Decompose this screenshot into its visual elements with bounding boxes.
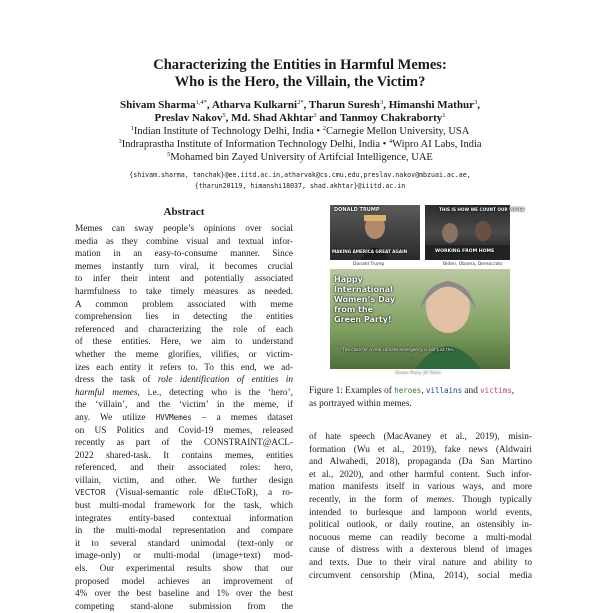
hero-label: heroes [394, 386, 422, 395]
abstract-line: 2022 shared-task. It contains memes, entities [75, 450, 293, 461]
abstract-line: harmfulness to take timely measures as needed. [75, 286, 293, 297]
abstract-line: on US Politics and Covid-19 memes, released [75, 425, 293, 436]
meme-quote: “The case for a real climate emergency is not just the...” [340, 347, 460, 352]
victim-label: victims [480, 386, 512, 395]
abstract-heading: Abstract [163, 206, 205, 218]
meme-label: Green Party Jill Stein [395, 371, 442, 376]
author-name: Himanshi Mathur [388, 99, 474, 111]
meme-bottom-caption: MAKING AMERICA GREAT AGAIN [332, 249, 408, 254]
text-run: , i.e., detecting who is the ‘hero’, [137, 387, 293, 398]
bullet: • [382, 139, 387, 150]
email-line1: {shivam.sharma, tanchak}@ee.iitd.ac.in,atharvak@cs.cmu.edu,preslav.nakov@mbzuai.ac.ae, [129, 171, 471, 179]
intro-body [309, 431, 532, 582]
abstract-line: comprehension lies in detecting the entities [75, 312, 293, 323]
abstract-line: the ‘villain’, and the ‘victim’ in the meme, if [75, 400, 293, 411]
dataset-name: HVVMemes [155, 412, 192, 422]
author-affil-sup: 3 [379, 99, 384, 106]
body-line [309, 494, 532, 507]
abstract-line: referenced and characterizing the role of each [75, 324, 293, 335]
affiliation-line3 [0, 151, 600, 164]
abstract-line: memes instantly turn viral, it becomes crucial [75, 261, 293, 272]
text-run: and [462, 386, 481, 396]
author-affil-sup: 1,4* [195, 99, 207, 106]
meme-top-caption: THIS IS HOW WE COUNT OUR VOTES [439, 207, 525, 212]
abstract-body [75, 223, 293, 613]
emphasis: memes [426, 494, 452, 505]
author-affil-sup: 5 [222, 112, 226, 119]
affiliation: Wipro AI Labs, India [392, 139, 482, 150]
abstract-line [75, 374, 293, 387]
abstract-line: in the multi-modal representation and compare [75, 526, 293, 537]
figure-1 [325, 205, 525, 377]
author-name: Tanmoy Chakraborty [339, 112, 443, 124]
meme-bottom-caption: WORKING FROM HOME [435, 249, 495, 254]
caption-line1 [309, 385, 532, 398]
author-list-line1: Shivam Sharma$^{1,4*}$, Atharva Kulkarni$^{2*}$, Tharun Suresh$^3$, Himanshi Mathur$^3$, [120, 99, 480, 111]
author-name: Tharun Suresh [308, 99, 380, 111]
text-run: . Though typically [451, 494, 532, 505]
abstract-line [75, 487, 293, 500]
body-line: cause of distress with a dexterous blend of images [309, 545, 532, 556]
abstract-line: it to several standard unimodal (text-only or [75, 538, 293, 549]
abstract-line: izes each entity it refers to. To this end, we ad- [75, 362, 293, 373]
figure-caption [309, 385, 532, 410]
text-run: dress the task of [75, 375, 158, 386]
abstract-line: integrates entity-based contextual information [75, 513, 293, 524]
meme-image-democrats [425, 205, 525, 260]
meme-headline-line: Green Party! [334, 315, 392, 324]
body-line: intended to burlesque and lampoon world events, [309, 507, 532, 518]
affil-sup: 2 [322, 125, 326, 132]
abstract-line: of these entities. Here, we aim to understand [75, 337, 293, 348]
bullet: • [316, 126, 321, 137]
body-line: and texts. Due to their viral nature and ability to [309, 557, 532, 568]
affil-sup: 5 [167, 151, 171, 158]
abstract-line: recently as part of the CONSTRAINT@ACL- [75, 438, 293, 449]
author-affil-sup: 2* [297, 99, 304, 106]
author-name: Preslav Nakov [154, 112, 223, 124]
author-name: Shivam Sharma [120, 99, 196, 111]
author-list-line2: Preslav Nakov$^5$, Md. Shad Akhtar$^3$ and Tanmoy Chakraborty$^1$ [154, 112, 446, 124]
abstract-line: villain, victim, and other. We further design [75, 475, 293, 486]
body-line: formation (Wu et al., 2019), fake news (Aldwairi [309, 444, 532, 455]
body-line: of hate speech (MacAvaney et al., 2019), misin- [309, 432, 532, 442]
text-run: – a memes dataset [191, 412, 294, 423]
text-run: , [511, 386, 515, 396]
author-affil-sup: 1 [442, 112, 446, 119]
abstract-line: els. Our experimental results show that our [75, 564, 293, 575]
text-run: (Visual-semantic role dEteCToR), a ro- [105, 488, 293, 499]
abstract-line: to infer their intent and potentially associated [75, 274, 293, 285]
paper-title-line1: Characterizing the Entities in Harmful Memes: [153, 57, 447, 73]
model-name: VECTOR [75, 488, 106, 498]
body-line: mation manifests itself in various ways, and more [309, 482, 532, 493]
meme-image-green-party [330, 269, 510, 369]
meme-label: Donald Trump [353, 262, 385, 267]
affiliation: Mohamed bin Zayed University of Artifcial Intelligence, UAE [170, 152, 433, 163]
meme-image-trump [330, 205, 420, 260]
abstract-line: referenced, and their associated roles: hero, [75, 463, 293, 474]
affiliation: Carnegie Mellon University, USA [325, 126, 470, 137]
affil-sup: 4 [388, 138, 393, 145]
abstract-line: competing stand-alone submission from the [75, 601, 293, 612]
email-line2: {tharun20119, himanshi18037, shad.akhtar}@iiitd.ac.in [194, 182, 406, 190]
text-run: any. We utilize [75, 412, 156, 423]
abstract-line [75, 387, 293, 400]
meme-headline-line: International [334, 285, 393, 294]
text-run: recently, in the form of [309, 494, 427, 505]
abstract-line: proposed model achieves an improvement of [75, 576, 293, 587]
meme-label: Biden, Obama, Democrats [443, 262, 503, 267]
emphasis: role identification of entities in [157, 375, 293, 386]
author-name: Md. Shad Akhtar [231, 112, 314, 124]
affil-sup: 1 [130, 125, 134, 132]
author-name: Atharva Kulkarni [211, 99, 298, 111]
meme-headline-line: Happy [334, 275, 363, 284]
author-affil-sup: 3 [313, 112, 317, 119]
body-line: nocuous meme can readily become a multi-modal [309, 532, 532, 543]
abstract-line [75, 412, 293, 425]
abstract-line: 4% over the best baseline and 1% over the best [75, 589, 293, 600]
abstract-line: A common problem associated with meme [75, 299, 293, 310]
meme-headline-line: from the [334, 305, 373, 314]
abstract-line: bust multi-modal framework for the task, which [75, 501, 293, 512]
paper-title-line2: Who is the Hero, the Villain, the Victim? [174, 74, 426, 90]
abstract-line: media as they combine visual and textual infor- [75, 236, 293, 247]
affiliation-line2 [0, 138, 600, 151]
author-affil-sup: 3 [473, 99, 478, 106]
affiliation: Indraprastha Institute of Information Technology Delhi, India [121, 139, 380, 150]
abstract-line: whether the meme glorifies, vilifies, or victim- [75, 349, 293, 360]
body-line: and Alwahedi, 2018), propaganda (Da San Martino [309, 457, 532, 468]
emphasis: harmful memes [75, 387, 138, 398]
body-line: circumvent censorship (Mina, 2014), social media [309, 570, 532, 581]
affiliation-line1 [0, 125, 600, 138]
body-line: political outlook, or daily routine, an ostensibly in- [309, 520, 532, 531]
abstract-line: image-only) or multi-modal (image+text) mod- [75, 551, 293, 562]
villain-label: villains [425, 386, 463, 395]
text-run: , [421, 386, 426, 396]
meme-top-caption: DONALD TRUMP [334, 207, 380, 213]
meme-headline-line: Women’s Day [334, 295, 396, 304]
abstract-line: mation in an easy-to-consume manner. Since [75, 249, 293, 260]
body-line: et al., 2020), and other harmful content. Such infor- [309, 469, 532, 480]
abstract-line: Memes can sway people’s opinions over social [75, 224, 293, 234]
affiliation: Indian Institute of Technology Delhi, India [133, 126, 314, 137]
affil-sup: 3 [118, 138, 122, 145]
text-run: Figure 1: Examples of [309, 386, 395, 396]
caption-line2: as portrayed within memes. [309, 398, 412, 409]
